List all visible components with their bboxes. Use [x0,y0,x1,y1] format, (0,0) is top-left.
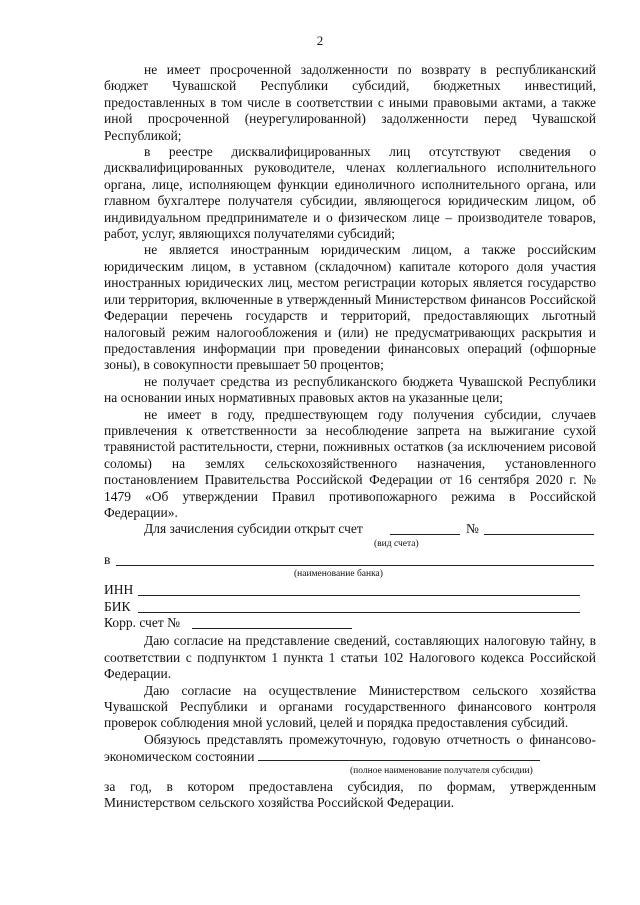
bik-line [104,599,596,615]
recipient-name-field[interactable] [258,748,540,761]
paragraph-not-foreign-entity: не является иностранным юридическим лицом, а также российским юридическим лицом, в уставном (складочном) капитале которого доля участия иностранных юридических лиц, местом регистрации которых является государство или территория, включенные в утвержденный Министерством финансов Российской Федерации перечень государств и территорий, предоставляющих льготный налоговый режим налогообложения и (или) не предусматривающих раскрытия и предоставления информации при проведении финансовых операций (офшорные зоны), в совокупности превышает 50 процентов; [104,242,596,373]
bank-caption: (наименование банка) [294,569,383,580]
inn-label: ИНН [104,582,134,598]
bank-prefix: в [104,551,111,567]
corr-account-label: Корр. счет № [104,614,180,630]
corr-account-field[interactable] [192,616,352,629]
document-body [104,62,596,811]
inn-field[interactable] [138,583,580,596]
obligation-line2: за год, в котором предоставлена субсидия, по формам, утвержденным Министерством сельского хозяйства Российской Федерации. [104,778,596,810]
bank-line [104,552,596,568]
account-type-field[interactable] [390,522,460,535]
paragraph-no-other-funds: не получает средства из республиканского бюджета Чувашской Республики на основании иных нормативных правовых актов на указанные цели; [104,373,596,406]
paragraph-no-burning-violations: не имеет в году, предшествующем году получения субсидии, случаев привлечения к ответственности за несоблюдение запрета на выжигание сухой травянистой растительности, стерни, пожнивных остатков (за исключением рисовой соломы) на землях сельскохозяйственного назначения, установленного постановлением Правительства Российской Федерации от 16 сентября 2020 г. № 1479 «Об утверждении Правил противопожарного режима в Российской Федерации». [104,406,596,520]
recipient-caption-row [104,765,596,779]
account-label: Для зачисления субсидии открыт счет [144,521,363,537]
page-number: 2 [316,33,324,48]
inn-line [104,582,596,598]
consent-tax-secret: Даю согласие на представление сведений, составляющих налоговую тайну, в соответствии с подпунктом 1 пункта 1 статьи 102 Налогового кодекса Российской Федерации. [104,633,596,682]
corr-account-line [104,615,596,631]
recipient-caption: (полное наименование получателя субсидии) [350,765,533,776]
consent-inspections: Даю согласие на осуществление Министерством сельского хозяйства Чувашской Республики и органами государственного финансового контроля проверок соблюдения мной условий, целей и порядка предоставления субсидий. [104,682,596,731]
bank-caption-row [104,568,596,582]
bank-name-field[interactable] [116,553,594,566]
bik-field[interactable] [138,600,580,613]
account-number-field[interactable] [484,522,594,535]
bik-label: БИК [104,598,131,614]
account-type-caption-row [104,538,596,552]
account-line [104,521,596,537]
paragraph-disqualified-registry: в реестре дисквалифицированных лиц отсутствуют сведения о дисквалифицированных руководителе, членах коллегиального исполнительного органа, лице, исполняющем функции единоличного исполнительного органа, или главном бухгалтере получателя субсидии, являющегося юридическим лицом, об индивидуальном предпринимателе и о физическом лице – производителе товаров, работ, услуг, являющихся получателями субсидий; [104,144,596,242]
paragraph-no-overdue-debt: не имеет просроченной задолженности по возврату в республиканский бюджет Чувашской Республики субсидий, бюджетных инвестиций, предоставленных в том числе в соответствии с иными правовыми актами, а также иной просроченной (неурегулированной) задолженности перед Чувашской Республикой; [104,62,596,143]
account-type-caption: (вид счета) [374,538,419,549]
number-sign: № [466,521,479,537]
obligation-line1: Обязуюсь представлять промежуточную, годовую отчетность о финансово-экономическом состоянии [104,731,596,765]
obligation-block [104,732,596,765]
